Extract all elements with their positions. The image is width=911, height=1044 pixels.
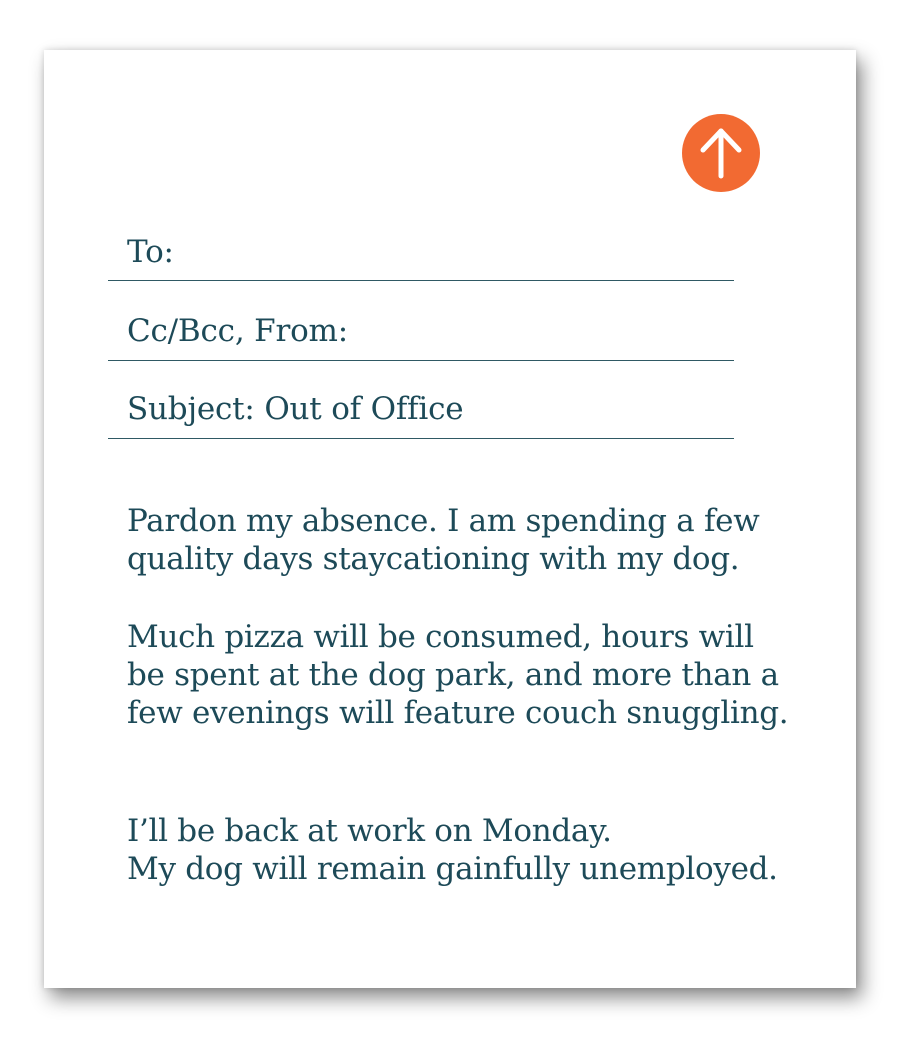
body-line: Much pizza will be consumed, hours will: [127, 619, 754, 655]
body-line: quality days staycationing with my dog.: [127, 541, 740, 577]
body-line: be spent at the dog park, and more than a: [127, 657, 779, 693]
body-paragraph-1: [127, 502, 759, 578]
body-paragraph-3: [127, 812, 778, 888]
subject-label: Subject: Out of Office: [127, 391, 464, 427]
arrow-up-icon: [682, 114, 760, 192]
subject-field[interactable]: [108, 388, 734, 439]
cc-bcc-from-label: Cc/Bcc, From:: [127, 313, 348, 349]
cc-bcc-from-field[interactable]: [108, 310, 734, 361]
body-line: My dog will remain gainfully unemployed.: [127, 851, 778, 887]
body-line: I’ll be back at work on Monday.: [127, 813, 612, 849]
to-label: To:: [127, 234, 174, 270]
to-field[interactable]: [108, 230, 734, 281]
body-paragraph-2: [127, 618, 788, 732]
send-button[interactable]: [682, 114, 760, 192]
body-line: few evenings will feature couch snuggling.: [127, 695, 789, 731]
body-line: Pardon my absence. I am spending a few: [127, 503, 760, 539]
email-compose-card: [44, 50, 856, 988]
